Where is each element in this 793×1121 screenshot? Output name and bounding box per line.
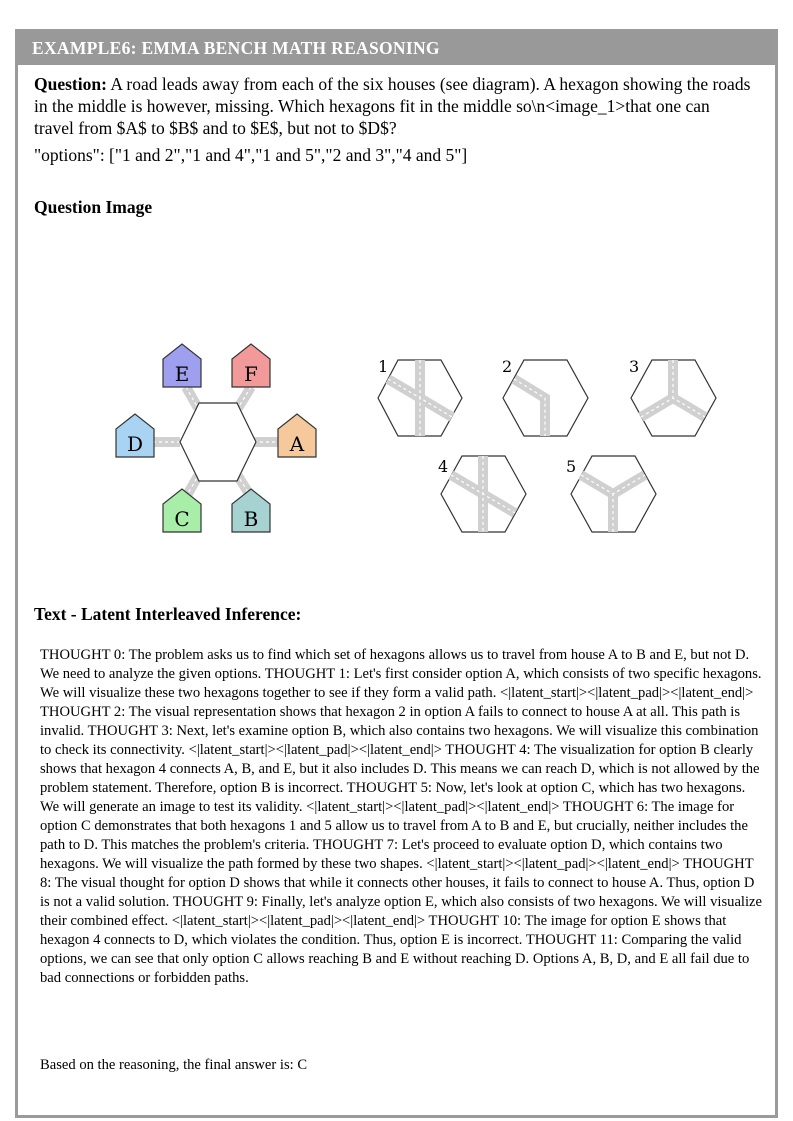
reasoning-body: THOUGHT 0: The problem asks us to find which set of hexagons allows us to travel from house A to B and E, but not D. We need to analyze the given options. THOUGHT 1: Let's first consider option A, which consists of two specific hexagons. We will visualize these two hexagons together to see if they form a valid path. <|latent_start|><|latent_pad|><|latent_end|> THOUGHT 2: The visual representation shows that hexagon 2 in option A fails to connect to house A at all. This path is invalid. THOUGHT 3: Next, let's examine option B, which also contains two hexagons. We will visualize this combination to check its connectivity. <|latent_start|><|latent_pad|><|latent_end|> THOUGHT 4: The visualization for option B clearly shows that hexagon 4 connects A, B, and E, but it also includes D. This means we can reach D, which is not allowed by the problem statement. Therefore, option B is incorrect. THOUGHT 5: Now, let's look at option C, which has two hexagons. We will generate an image to test its validity. <|latent_start|><|latent_pad|><|latent_end|> THOUGHT 6: The image for option C demonstrates that both hexagons 1 and 5 allow us to travel from A to B and E, but crucially, neither includes the path to D. This matches the problem's criteria. THOUGHT 7: Let's proceed to evaluate option D, which contains two hexagons. We will visualize the path formed by these two shapes. <|latent_start|><|latent_pad|><|latent_end|> THOUGHT 8: The visual thought for option D shows that while it connects other houses, it fails to connect to house A. Thus, option D is not a valid solution. THOUGHT 9: Finally, let's analyze option E, which also consists of two hexagons. We will visualize their combined effect. <|latent_start|><|latent_pad|><|latent_end|> THOUGHT 10: The image for option E shows that hexagon 4 connects to D, which violates the condition. Thus, option E is incorrect. THOUGHT 11: Comparing the valid options, we can see that only option C allows reaching B and E without reaching D. Options A, B, D, and E all fail due to bad connections or forbidden paths. [40, 647, 762, 986]
house-d [116, 414, 154, 457]
question-text [34, 73, 754, 139]
hexagon-number-4: 4 [438, 457, 449, 476]
hexagon-number-1: 1 [378, 357, 389, 376]
house-label-e: E [174, 362, 190, 386]
hexagon-option-2 [502, 357, 588, 436]
question-image [88, 332, 748, 547]
house-label-b: B [243, 507, 259, 531]
house-label-c: C [174, 507, 190, 531]
question-label: Question: [34, 74, 107, 94]
hexagon-number-2: 2 [502, 357, 513, 376]
central-hexagon [180, 403, 256, 481]
options-line: "options": ["1 and 2","1 and 4","1 and 5","2 and 3","4 and 5"] [34, 145, 468, 165]
reasoning-title: Text - Latent Interleaved Inference: [34, 604, 302, 624]
house-e [163, 344, 201, 387]
final-answer: Based on the reasoning, the final answer is: C [40, 1057, 308, 1073]
example-card [15, 29, 778, 1118]
house-b [232, 489, 270, 532]
question-body: A road leads away from each of the six houses (see diagram). A hexagon showing the roads in the middle is however, missing. Which hexagons fit in the middle so\n<image_1>that one can travel from $A$ to $B$ and to $E$, but not to $D$? [34, 74, 751, 138]
house-label-f: F [244, 362, 258, 386]
hexagon-option-3 [629, 357, 716, 436]
hexagon-number-3: 3 [629, 357, 640, 376]
hexagon-number-5: 5 [566, 457, 577, 476]
house-a [278, 414, 316, 457]
hexagon-option-5 [566, 456, 656, 532]
card-header: EXAMPLE6: EMMA BENCH MATH REASONING [18, 32, 775, 65]
hexagon-option-4 [438, 456, 526, 532]
house-label-d: D [126, 432, 144, 456]
hexagon-option-1 [378, 357, 462, 436]
house-label-a: A [289, 432, 305, 456]
question-image-title: Question Image [34, 197, 153, 217]
house-f [232, 344, 270, 387]
house-c [163, 489, 201, 532]
